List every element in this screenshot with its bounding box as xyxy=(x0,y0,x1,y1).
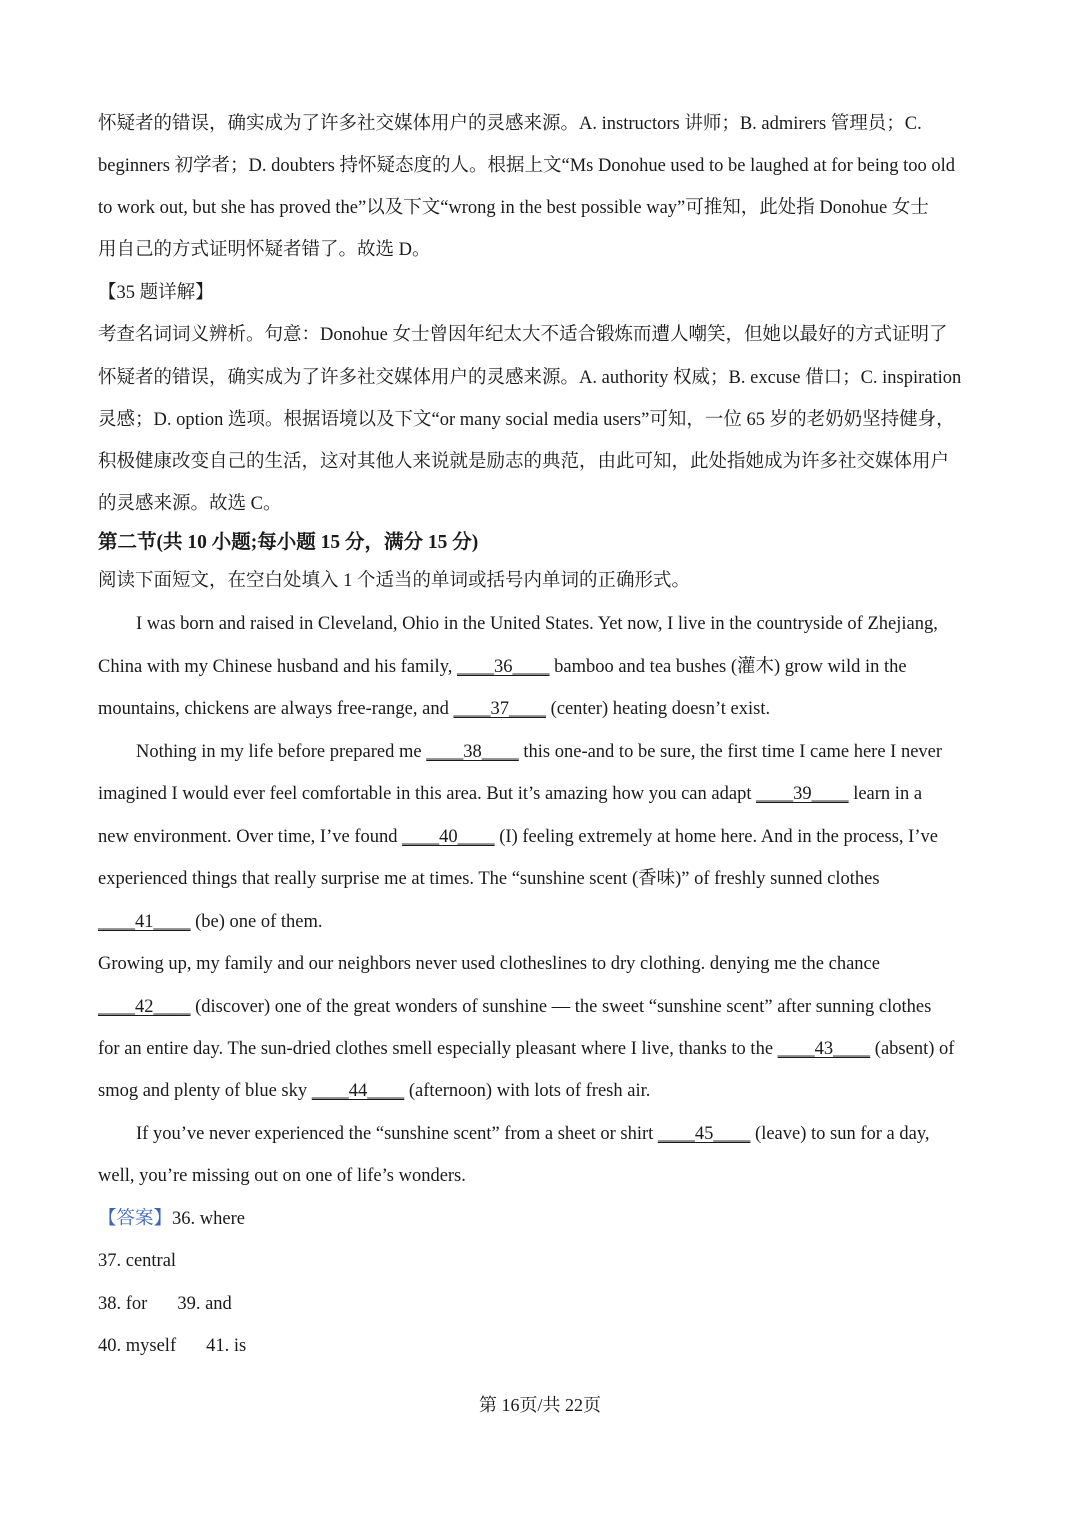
passage-p2-line-3 xyxy=(98,824,988,850)
blank-40: ____40____ xyxy=(402,827,495,847)
blank-38: ____38____ xyxy=(426,742,519,762)
passage-text: (absent) of xyxy=(870,1039,955,1059)
answer-line-36 xyxy=(98,1206,988,1232)
passage-p2-line-5 xyxy=(98,909,988,935)
passage-p2-line-4: experienced things that really surprise me at times. The “sunshine scent (香味)” of freshly sunned clothes xyxy=(98,869,880,889)
answer-36: 36. where xyxy=(172,1209,245,1229)
blank-36: ____36____ xyxy=(457,657,550,677)
passage-p3-line-4 xyxy=(98,1078,988,1104)
answer-40: 40. myself xyxy=(98,1336,177,1356)
passage-text: new environment. Over time, I’ve found xyxy=(98,827,403,847)
section-2-title: 第二节(共 10 小题;每小题 15 分，满分 15 分) xyxy=(98,532,479,553)
explanation-34-line-4: 用自己的方式证明怀疑者错了。故选 D。 xyxy=(98,240,431,260)
answer-line-40-41 xyxy=(98,1333,988,1359)
blank-44: ____44____ xyxy=(311,1081,405,1101)
passage-p1-line-1: I was born and raised in Cleveland, Ohio in the United States. Yet now, I live in the countryside of Zhejiang, xyxy=(136,614,938,634)
passage-text: If you’ve never experienced the “sunshine scent” from a sheet or shirt xyxy=(136,1124,658,1144)
answer-tag: 【答案】 xyxy=(98,1209,173,1229)
explanation-34-line-1: 怀疑者的错误，确实成为了许多社交媒体用户的灵感来源。A. instructors 讲师；B. admirers 管理员；C. xyxy=(98,114,922,134)
passage-p2-line-1 xyxy=(136,739,1026,765)
section-2-instruction: 阅读下面短文，在空白处填入 1 个适当的单词或括号内单词的正确形式。 xyxy=(98,571,691,591)
passage-text: for an entire day. The sun-dried clothes smell especially pleasant where I live, thanks to the xyxy=(98,1039,778,1059)
passage-p4-line-2: well, you’re missing out on one of life’s wonders. xyxy=(98,1166,466,1186)
answer-line-38-39 xyxy=(98,1291,988,1317)
page-number: 第 16页/共 22页 xyxy=(478,1395,601,1415)
passage-p2-line-2 xyxy=(98,781,988,807)
passage-p3-line-2 xyxy=(98,994,988,1020)
passage-p4-line-1 xyxy=(136,1121,1026,1147)
passage-p3-line-1: Growing up, my family and our neighbors never used clotheslines to dry clothing. denying me the chance xyxy=(98,954,880,974)
passage-text: learn in a xyxy=(848,784,923,804)
explanation-35-heading: 【35 题详解】 xyxy=(98,283,214,303)
explanation-35-line-1: 考查名词词义辨析。句意：Donohue 女士曾因年纪太大不适合锻炼而遭人嘲笑，但她以最好的方式证明了 xyxy=(98,325,948,345)
passage-text: mountains, chickens are always free-range, and xyxy=(98,699,454,719)
passage-text: smog and plenty of blue sky xyxy=(98,1081,312,1101)
explanation-34-line-2: beginners 初学者；D. doubters 持怀疑态度的人。根据上文“Ms Donohue used to be laughed at for being too old xyxy=(98,156,956,176)
blank-37: ____37____ xyxy=(453,699,546,719)
passage-p1-line-2 xyxy=(98,654,988,680)
blank-39: ____39____ xyxy=(756,784,849,804)
passage-p3-line-3 xyxy=(98,1036,988,1062)
passage-text: (discover) one of the great wonders of sunshine — the sweet “sunshine scent” after sunning clothes xyxy=(190,997,932,1017)
passage-text: (center) heating doesn’t exist. xyxy=(545,699,771,719)
passage-text: Nothing in my life before prepared me xyxy=(136,742,427,762)
explanation-35-line-4: 积极健康改变自己的生活，这对其他人来说就是励志的典范，由此可知，此处指她成为许多社交媒体用户 xyxy=(98,452,950,472)
answer-41: 41. is xyxy=(206,1336,247,1356)
blank-41: ____41____ xyxy=(98,912,191,932)
passage-text: (be) one of them. xyxy=(190,912,323,932)
answer-39: 39. and xyxy=(177,1294,232,1314)
passage-text: (leave) to sun for a day, xyxy=(750,1124,930,1144)
passage-p1-line-3 xyxy=(98,696,988,722)
passage-text: imagined I would ever feel comfortable in this area. But it’s amazing how you can adapt xyxy=(98,784,757,804)
passage-text: bamboo and tea bushes (灌木) grow wild in the xyxy=(549,657,907,677)
explanation-35-line-5: 的灵感来源。故选 C。 xyxy=(98,494,282,514)
passage-text: this one-and to be sure, the first time I came here I never xyxy=(518,742,943,762)
answer-37: 37. central xyxy=(98,1251,177,1271)
passage-text: (I) feeling extremely at home here. And in the process, I’ve xyxy=(494,827,938,847)
blank-43: ____43____ xyxy=(777,1039,871,1059)
passage-text: (afternoon) with lots of fresh air. xyxy=(404,1081,651,1101)
answer-38: 38. for xyxy=(98,1294,148,1314)
passage-text: China with my Chinese husband and his family, xyxy=(98,657,457,677)
blank-45: ____45____ xyxy=(657,1124,751,1144)
blank-42: ____42____ xyxy=(98,997,191,1017)
explanation-35-line-2: 怀疑者的错误，确实成为了许多社交媒体用户的灵感来源。A. authority 权威；B. excuse 借口；C. inspiration xyxy=(98,368,962,388)
explanation-35-line-3: 灵感；D. option 选项。根据语境以及下文“or many social media users”可知，一位 65 岁的老奶奶坚持健身， xyxy=(98,410,955,430)
explanation-34-line-3: to work out, but she has proved the”以及下文“wrong in the best possible way”可推知，此处指 Donohue 女士 xyxy=(98,198,929,218)
